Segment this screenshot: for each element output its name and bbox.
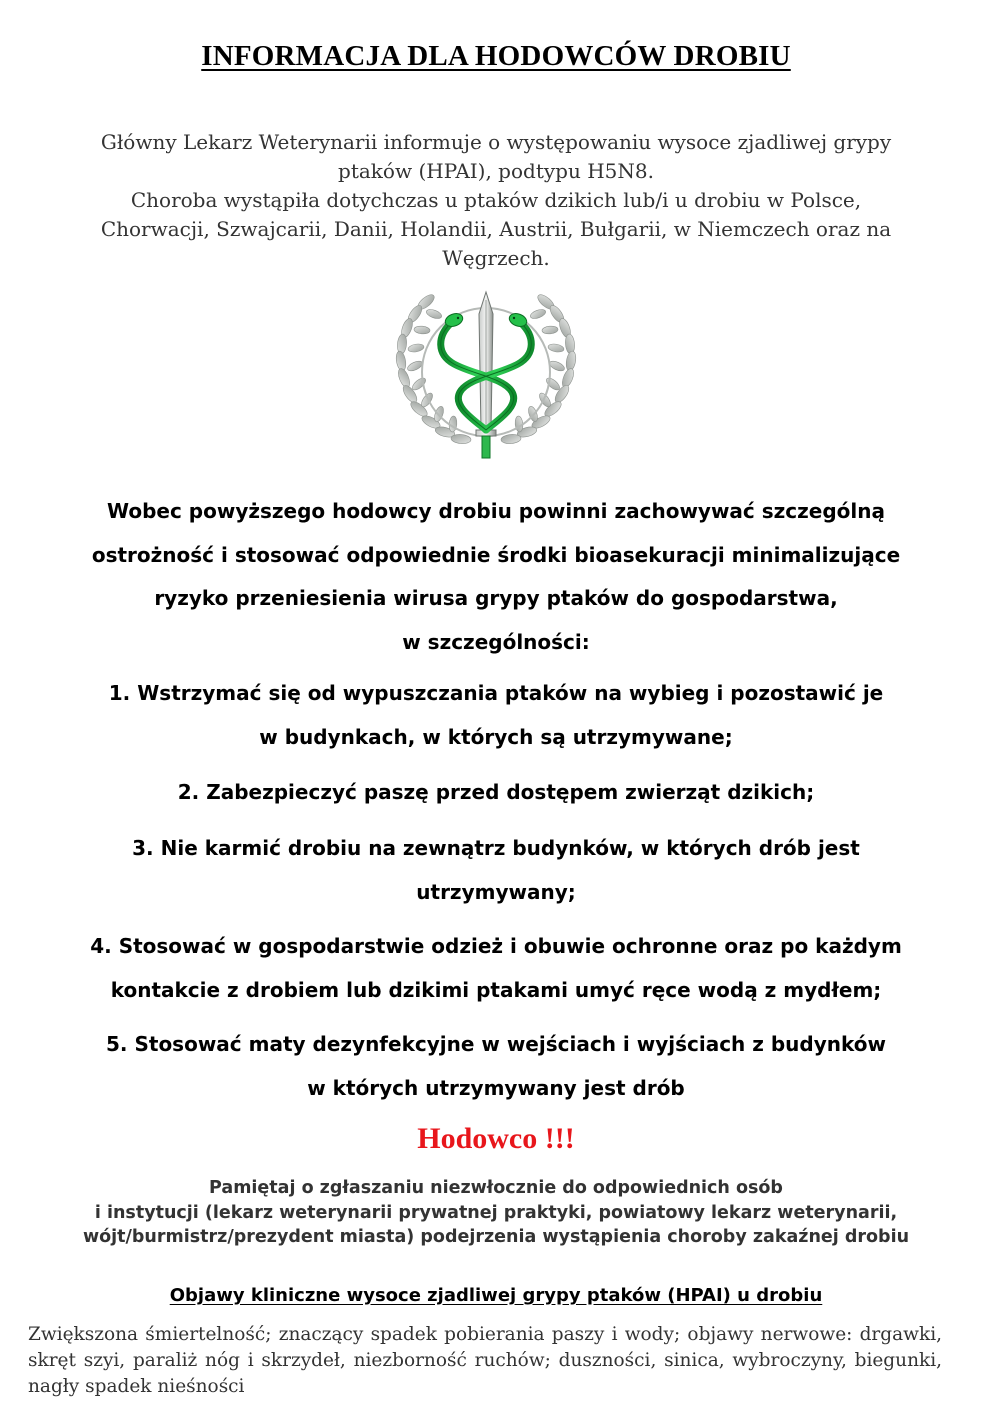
item-line: w których utrzymywany jest drób — [307, 1075, 685, 1100]
item-line: kontakcie z drobiem lub dzikimi ptakami umyć ręce wodą z mydłem; — [110, 977, 882, 1002]
recommendation-item-3 — [20, 827, 972, 914]
recommendation-item-5 — [20, 1023, 972, 1110]
alert-heading: Hodowco !!! — [417, 1122, 575, 1155]
guidance-intro — [20, 490, 972, 664]
item-line: w budynkach, w których są utrzymywane; — [259, 724, 733, 749]
document-title: INFORMACJA DLA HODOWCÓW DROBIU — [201, 40, 791, 72]
recommendation-item-4 — [20, 925, 972, 1012]
recommendation-item-2 — [20, 771, 972, 815]
reminder-line: Pamiętaj o zgłaszaniu niezwłocznie do odpowiednich osób — [209, 1178, 783, 1198]
reporting-reminder — [20, 1176, 972, 1250]
guidance-line: w szczególności: — [402, 629, 590, 654]
intro-line: Choroba wystąpiła dotychczas u ptaków dzikich lub/i u drobiu w Polsce, — [130, 188, 862, 212]
reminder-line: wójt/burmistrz/prezydent miasta) podejrzenia wystąpienia choroby zakaźnej drobiu — [82, 1227, 910, 1247]
item-line: 3. Nie karmić drobiu na zewnątrz budynków, w których drób jest — [132, 836, 860, 860]
intro-line: ptaków (HPAI), podtypu H5N8. — [338, 159, 654, 183]
symptoms-text: Zwiększona śmiertelność; znaczący spadek pobierania paszy i wody; objawy nerwowe: drgawki, skręt szyi, paraliż nóg i skrzydeł, niezborność ruchów; duszności, sinica, wybroczyny, biegunki, nagły spadek nieśności — [28, 1324, 942, 1397]
intro-line: Główny Lekarz Weterynarii informuje o występowaniu wysoce zjadliwej grypy — [100, 130, 892, 154]
item-line: utrzymywany; — [416, 879, 576, 904]
item-line: 4. Stosować w gospodarstwie odzież i obuwie ochronne oraz po każdym — [90, 934, 902, 958]
veterinary-emblem-icon — [388, 280, 584, 466]
intro-paragraph — [20, 128, 972, 273]
symptoms-paragraph — [28, 1322, 942, 1400]
symptoms-heading: Objawy kliniczne wysoce zjadliwej grypy ptaków (HPAI) u drobiu — [169, 1285, 823, 1306]
reminder-line: i instytucji (lekarz weterynarii prywatnej praktyki, powiatowy lekarz weterynarii, — [94, 1202, 898, 1223]
intro-line: Chorwacji, Szwajcarii, Danii, Holandii, Austrii, Bułgarii, w Niemczech oraz na — [100, 217, 892, 241]
item-line: 5. Stosować maty dezynfekcyjne w wejściach i wyjściach z budynków — [106, 1032, 886, 1056]
item-line: 1. Wstrzymać się od wypuszczania ptaków na wybieg i pozostawić je — [108, 681, 884, 705]
guidance-line: ryzyko przeniesienia wirusa grypy ptaków do gospodarstwa, — [154, 586, 838, 610]
recommendation-item-1 — [20, 672, 972, 759]
item-line: 2. Zabezpieczyć paszę przed dostępem zwierząt dzikich; — [177, 780, 815, 804]
guidance-line: Wobec powyższego hodowcy drobiu powinni zachowywać szczególną — [107, 499, 885, 523]
guidance-line: ostrożność i stosować odpowiednie środki bioasekuracji minimalizujące — [91, 542, 901, 567]
intro-line: Węgrzech. — [442, 246, 550, 270]
